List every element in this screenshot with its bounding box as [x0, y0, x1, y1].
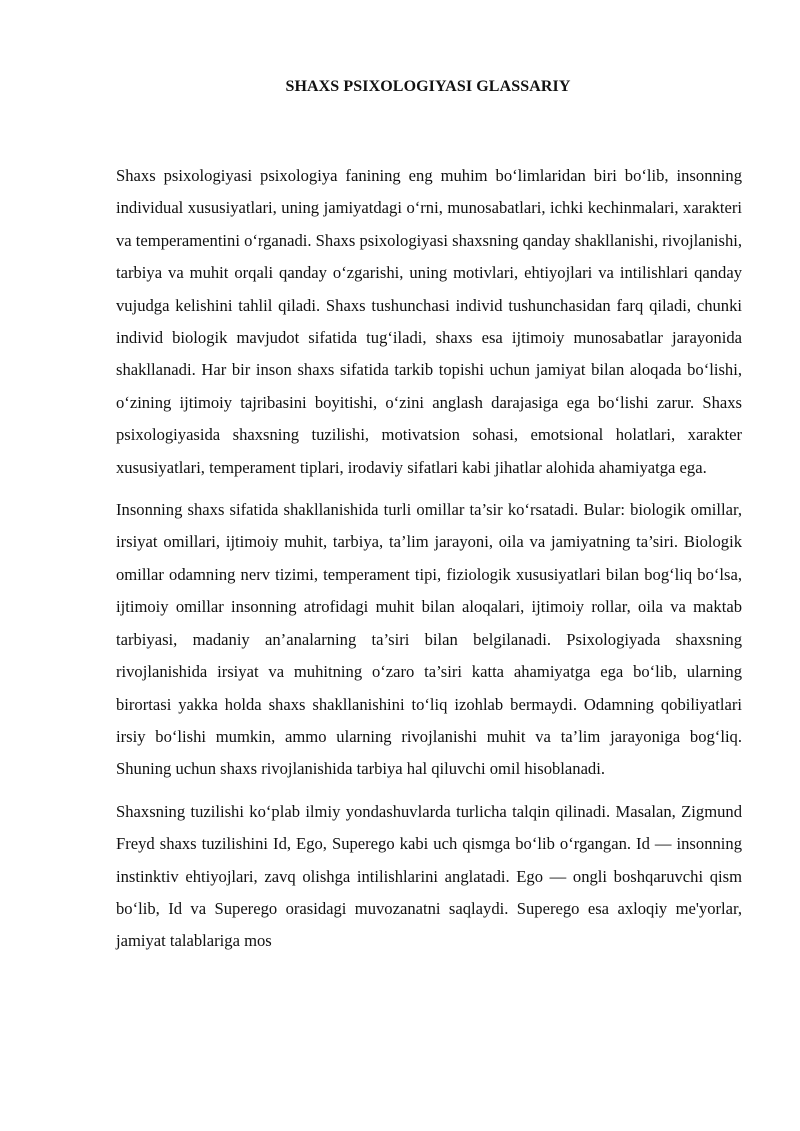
paragraph-3: Shaxsning tuzilishi ko‘plab ilmiy yondashuvlarda turlicha talqin qilinadi. Masalan, Zigmund Freyd shaxs tuzilishini Id, Ego, Superego kabi uch qismga bo‘lib o‘rgangan. Id — insonning instinktiv ehtiyojlari, zavq olishga intilishlarini anglatadi. Ego — ongli boshqaruvchi qism bo‘lib, Id va Superego orasidagi muvozanatni saqlaydi. Superego esa axloqiy me'yorlar, jamiyat talablariga mos [116, 801, 742, 951]
document-title: SHAXS PSIXOLOGIYASI GLASSARIY [285, 78, 571, 95]
paragraph-2: Insonning shaxs sifatida shakllanishida turli omillar ta’sir ko‘rsatadi. Bular: biologik omillar, irsiyat omillari, ijtimoiy muhit, tarbiya, ta’lim jarayoni, oila va jamiyatning ta’siri. Biologik omillar odamning nerv tizimi, temperament tipi, fiziologik xususiyatlari bilan bog‘liq bo‘lsa, ijtimoiy omillar insonning atrofidagi muhit bilan aloqalari, ijtimoiy rollar, oila va maktab tarbiyasi, madaniy an’analarning ta’siri bilan belgilanadi. Psixologiyada shaxsning rivojlanishida irsiyat va muhitning o‘zaro ta’siri katta ahamiyatga ega bo‘lib, ularning birortasi yakka holda shaxs shakllanishini to‘liq izohlab bermaydi. Odamning qobiliyatlari irsiy bo‘lishi mumkin, ammo ularning rivojlanishi muhit va ta’lim jarayoniga bog‘liq. Shuning uchun shaxs rivojlanishida tarbiya hal qiluvchi omil hisoblanadi. [116, 500, 742, 779]
document-body [116, 160, 742, 968]
paragraph-1: Shaxs psixologiyasi psixologiya fanining eng muhim bo‘limlaridan biri bo‘lib, insonning individual xususiyatlari, uning jamiyatdagi o‘rni, munosabatlari, ichki kechinmalari, xarakteri va temperamentini o‘rganadi. Shaxs psixologiyasi shaxsning qanday shakllanishi, rivojlanishi, tarbiya va muhit orqali qanday o‘zgarishi, uning motivlari, ehtiyojlari va intilishlari qanday vujudga kelishini tahlil qiladi. Shaxs tushunchasi individ tushunchasidan farq qiladi, chunki individ biologik mavjudot sifatida tug‘iladi, shaxs esa ijtimoiy munosabatlar jarayonida shakllanadi. Har bir inson shaxs sifatida tarkib topishi uchun jamiyat bilan aloqada bo‘lishi, o‘zining ijtimoiy tajribasini boyitishi, o‘zini anglash darajasiga ega bo‘lishi zarur. Shaxs psixologiyasida shaxsning tuzilishi, motivatsion sohasi, emotsional holatlari, xarakter xususiyatlari, temperament tiplari, irodaviy sifatlari kabi jihatlar alohida ahamiyatga ega. [116, 166, 743, 477]
